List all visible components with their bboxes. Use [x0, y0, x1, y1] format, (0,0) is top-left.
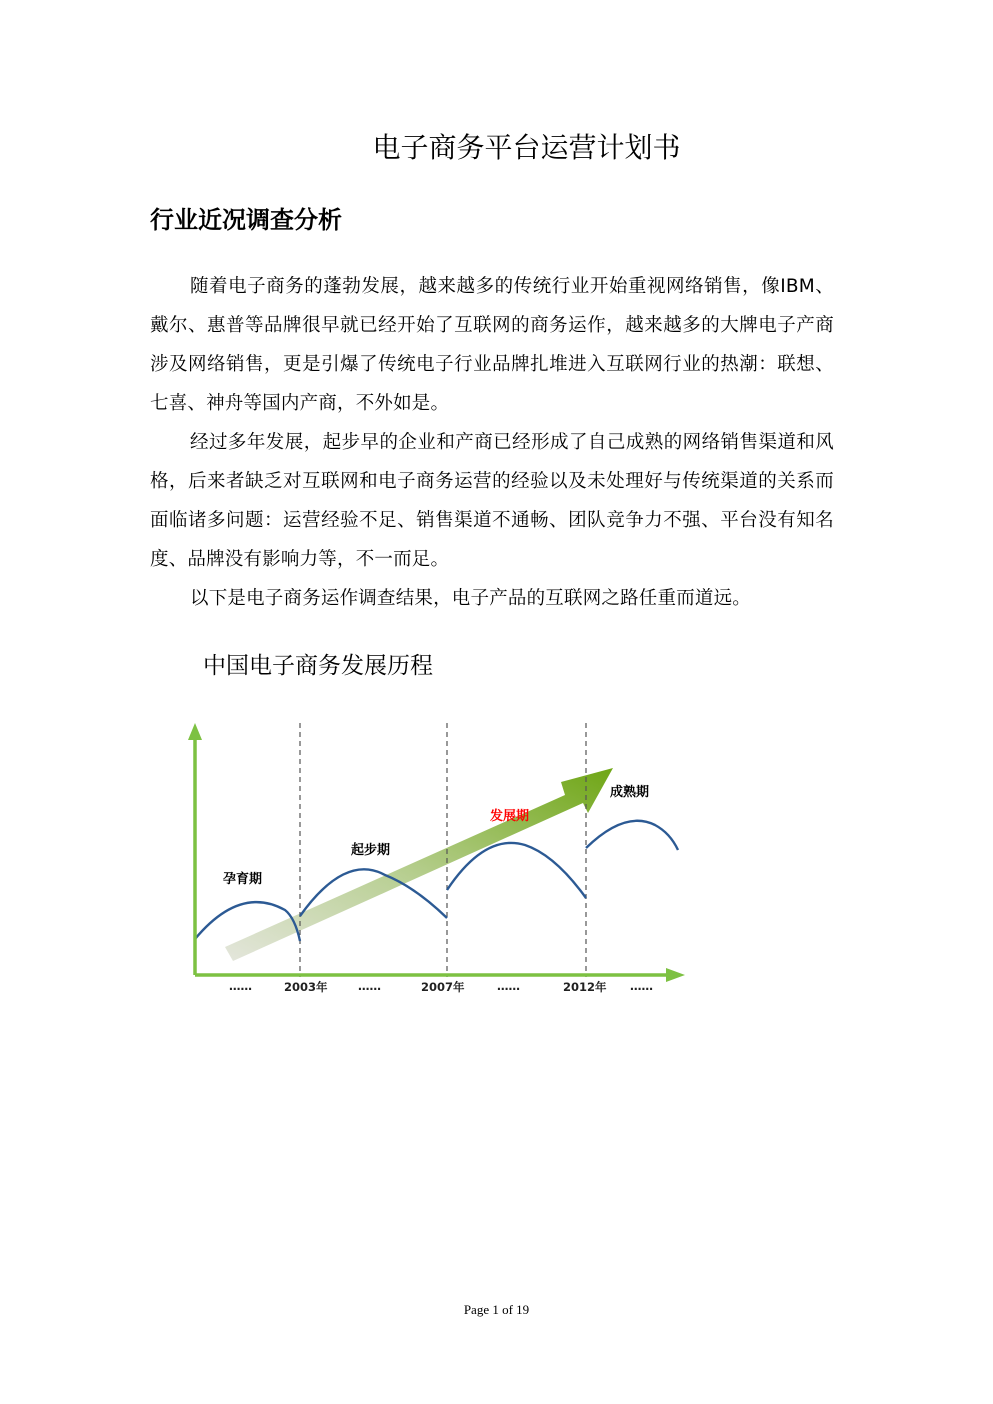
- stage-label-development: 发展期: [490, 809, 530, 824]
- stage-label-maturity: 成熟期: [610, 785, 650, 800]
- paragraph-2: 经过多年发展，起步早的企业和产商已经形成了自己成熟的网络销售渠道和风格，后来者缺乏对互联网和电子商务运营的经验以及未处理好与传统渠道的关系而面临诸多问题：运营经验不足、销售渠道不通畅、团队竞争力不强、平台没有知名度、品牌没有影响力等，不一而足。: [150, 432, 834, 570]
- x-tick-2007: 2007年: [421, 980, 465, 994]
- x-tick-2012: 2012年: [563, 980, 607, 994]
- x-tick-2003: 2003年: [284, 980, 328, 994]
- ecommerce-timeline-chart: [185, 715, 695, 1005]
- stage-label-startup: 起步期: [351, 843, 391, 858]
- x-tick-2: ……: [358, 979, 381, 993]
- section-heading: 行业近况调查分析: [150, 206, 342, 234]
- document-title: 电子商务平台运营计划书: [372, 131, 681, 164]
- stage-label-incubation: 孕育期: [223, 872, 263, 887]
- paragraph-3: 以下是电子商务运作调查结果，电子产品的互联网之路任重而道远。: [190, 588, 752, 609]
- growth-curves: [195, 821, 678, 941]
- trend-arrow-icon: [225, 768, 613, 961]
- chart-graphic: [185, 715, 695, 1005]
- x-tick-6: ……: [630, 979, 653, 993]
- paragraph-1: 随着电子商务的蓬勃发展，越来越多的传统行业开始重视网络销售，像IBM、戴尔、惠普等品牌很早就已经开始了互联网的商务运作，越来越多的大牌电子产商涉及网络销售，更是引爆了传统电子行业品牌扎堆进入互联网行业的热潮：联想、七喜、神舟等国内产商，不外如是。: [150, 276, 834, 414]
- page-footer: Page 1 of 19: [463, 1302, 530, 1317]
- chart-title: 中国电子商务发展历程: [203, 653, 433, 679]
- x-tick-0: ……: [229, 979, 252, 993]
- x-tick-4: ……: [497, 979, 520, 993]
